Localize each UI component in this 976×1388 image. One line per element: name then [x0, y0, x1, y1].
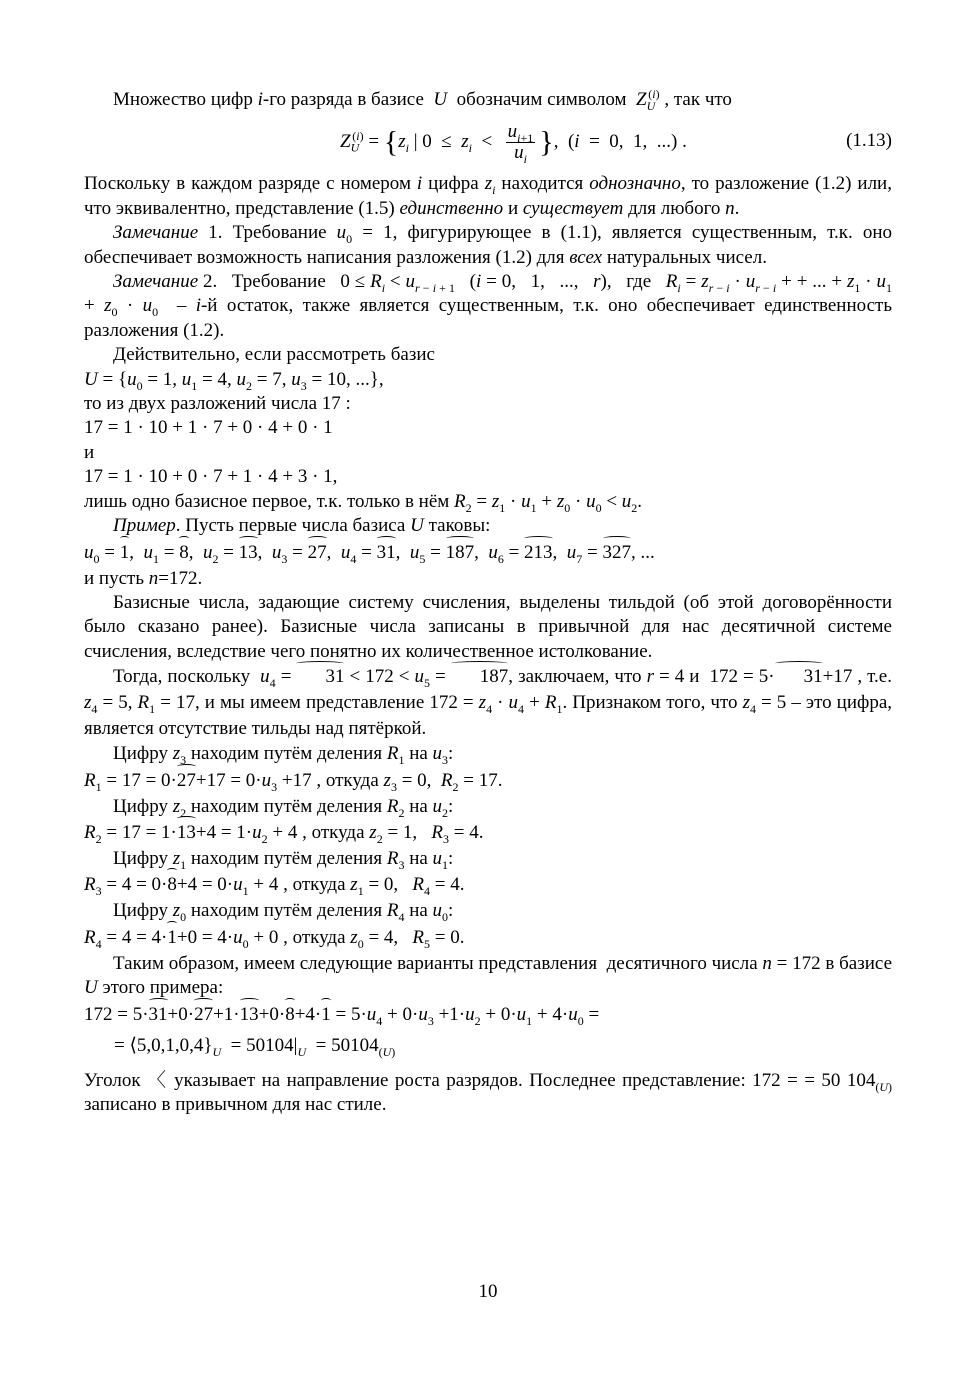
example-basis: $u_0 = 1$, $u_1 = 8$, $u_2 = 13$, $u_3 = 27$, $u_4 = 31$, $u_5 = 187$, $u_6 = 213$, $u_7 = 327$, ... — [84, 539, 892, 567]
line-from-two: то из двух разложений числа 17 : — [84, 393, 351, 415]
paragraph-digit-set: Множество цифр i-го разряда в базисе U обозначим символом $Z_U^{(i)}$ , так что — [113, 86, 732, 113]
line-indeed: Действительно, если рассмотреть базис — [113, 344, 435, 366]
page-number: 10 — [478, 1281, 498, 1302]
remark-1: Замечание 1. Требование $u_0 = 1$, фигурирующее в (1.1), является существенным, т.к. оно обеспечивает возможность написания разложения (1.2) для всех натуральных чисел. — [84, 222, 892, 268]
step-z1-title: Цифру $z_1$ находим путём деления $R_3$ на $u_1$: — [113, 847, 454, 872]
step-z2-equation: $R_2 = 17 = 1\cdot 13+4 = 1\cdot u_2 + 4$ , откуда $z_2 = 1$, $R_3 = 4$. — [84, 819, 892, 847]
equation-1-13-number: (1.13) — [846, 130, 892, 152]
remark-2: Замечание 2. Требование $0 \le R_i < u_{r - i + 1}$ (i = 0, 1, ..., r), где $R_i = z_{r - i} \cdot u_{r - i}$ + + ... + $z_1 \cdot u_1 + z_0 \cdot u_0 - i-й$ остаток, также является существенным, т.к. оно обеспечивает единственность разложения (1.2). — [84, 271, 893, 341]
equation-1-13-body: $Z_U^{(i)} = \{z_i$ | $0 \le z_i$ < $\frac{u_{i+1}}{u_i}$ }, (i = 0, 1, ...) . — [340, 121, 687, 167]
step-z0-title: Цифру $z_0$ находим путём деления $R_4$ на $u_0$: — [113, 900, 454, 925]
step-z2-title: Цифру $z_2$ находим путём деления $R_2$ на $u_2$: — [113, 795, 454, 820]
final-equation-2: = $⟨5,0,1,0,4\}_U = 50104|_U = 50104_{(U)}$ — [114, 1034, 396, 1059]
paragraph-thus: Таким образом, имеем следующие варианты представления десятичного числа n = 172 в базисе U этого примера: — [84, 952, 892, 999]
example-n: и пусть n=172. — [84, 567, 203, 589]
line-only-one: лишь одно базисное первое, т.к. только в нём $R_2 = z_1 \cdot u_1 + z_0 \cdot u_0 < u_2$. — [84, 490, 643, 515]
line-basis: $U = \{u_0 = 1$, $u_1 = 4$, $u_2 = 7$, $u_3 = 10$, ...}, — [84, 368, 384, 393]
step-z1-equation: $R_3 = 4 = 0\cdot 8+4 = 0\cdot u_1 + 4$ , откуда $z_1 = 0$, $R_4 = 4$. — [84, 871, 892, 899]
example-intro: Пример. Пусть первые числа базиса U таковы: — [113, 515, 491, 537]
line-and: и — [84, 441, 95, 463]
line-expansion-1: 17 = 1 · 10 + 1 · 7 + 0 · 4 + 0 · 1 — [84, 417, 333, 439]
paragraph-corner: Уголок 〈 указывает на направление роста разрядов. Последнее представление: 172 = = 50 $104_{(U)}$ записано в привычном для нас стиле. — [84, 1069, 892, 1115]
step-z3-equation: $R_1 = 17 = 0\cdot 27+17 = 0\cdot u_3 +17$ , откуда $z_3 = 0$, $R_2 = 17$. — [84, 767, 892, 795]
paragraph-then: Тогда, поскольку $u_4 = 31 < 172 < u_5 = 187$, заключаем, что r = 4 и 172 = 5· 31+17 , т.е. $z_4 = 5$, $R_1 = 17$, и мы имеем представление $172 = z_4 \cdot u_4 + R_1$. Признаком того, что $z_4 = 5$ – это цифра, является отсутствие тильды над пятёркой. — [84, 666, 893, 740]
page-content — [84, 88, 892, 1117]
paragraph-tilde: Базисные числа, задающие систему счисления, выделены тильдой (об этой договорённости было сказано ранее). Базисные числа записаны в привычной для нас десятичной системе счисления, вследствие чего понятно их количественное истолкование. — [84, 591, 892, 662]
line-expansion-2: 17 = 1 · 10 + 0 · 7 + 1 · 4 + 3 · 1, — [84, 466, 338, 488]
step-z3-title: Цифру $z_3$ находим путём деления $R_1$ на $u_3$: — [113, 743, 454, 767]
paragraph-uniqueness: Поскольку в каждом разряде с номером i цифра $z_i$ находится однозначно, то разложение (1.2) или, что эквивалентно, представление (1.5) единственно и существует для любого n. — [84, 173, 892, 219]
equation-1-13 — [84, 112, 892, 172]
step-z0-equation: $R_4 = 4 = 4\cdot 1+0 = 4\cdot u_0 + 0$ , откуда $z_0 = 4$, $R_5 = 0$. — [84, 924, 892, 952]
final-equation-1: $172 = 5\cdot 31+0\cdot 27+1\cdot 13+0\cdot 8+4\cdot 1 = 5\cdot u_4 + 0\cdot u_3 +1\cdot u_2 + 0\cdot u_1 + 4\cdot u_0$ = — [84, 1001, 892, 1029]
